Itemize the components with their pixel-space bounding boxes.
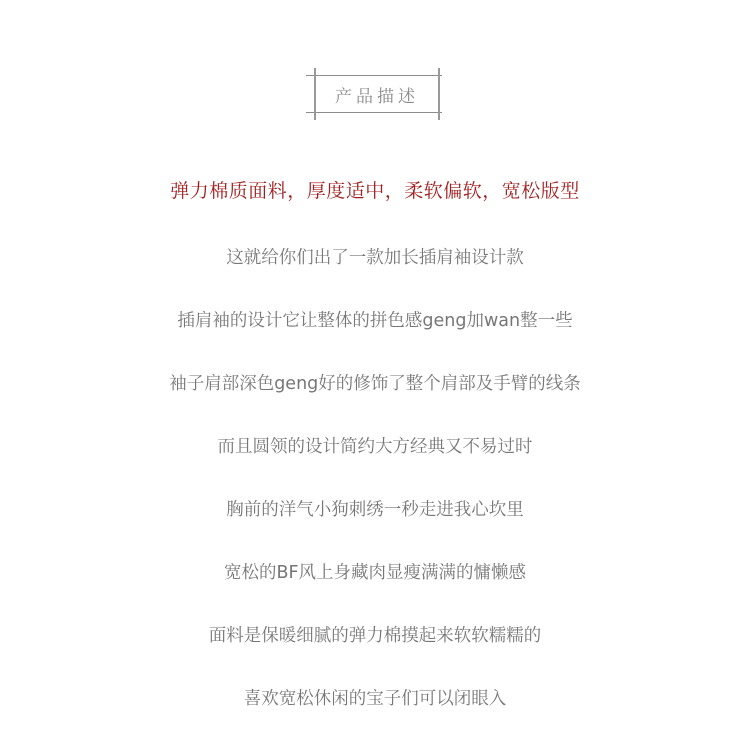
description-line-7: 面料是保暖细腻的弹力棉摸起来软软糯糯的 <box>208 626 542 646</box>
description-lines <box>0 246 750 750</box>
description-line-2: 插肩袖的设计它让整体的拼色感geng加wan整一些 <box>177 311 573 331</box>
frame-left-line <box>314 68 316 120</box>
description-line-6: 宽松的BF风上身藏肉显瘦满满的慵懒感 <box>223 563 527 583</box>
description-line-4: 而且圆领的设计简约大方经典又不易过时 <box>217 437 533 457</box>
description-line-8: 喜欢宽松休闲的宝子们可以闭眼入 <box>243 689 507 709</box>
section-title: 产品描述 <box>335 86 419 107</box>
description-line-3: 袖子肩部深色geng好的修饰了整个肩部及手臂的线条 <box>169 374 581 394</box>
section-title-frame <box>306 72 442 116</box>
frame-right-line <box>438 68 440 120</box>
description-line-1: 这就给你们出了一款加长插肩袖设计款 <box>226 248 524 268</box>
description-line-5: 胸前的洋气小狗刺绣一秒走进我心坎里 <box>226 500 524 520</box>
product-headline: 弹力棉质面料，厚度适中，柔软偏软，宽松版型 <box>170 180 580 202</box>
